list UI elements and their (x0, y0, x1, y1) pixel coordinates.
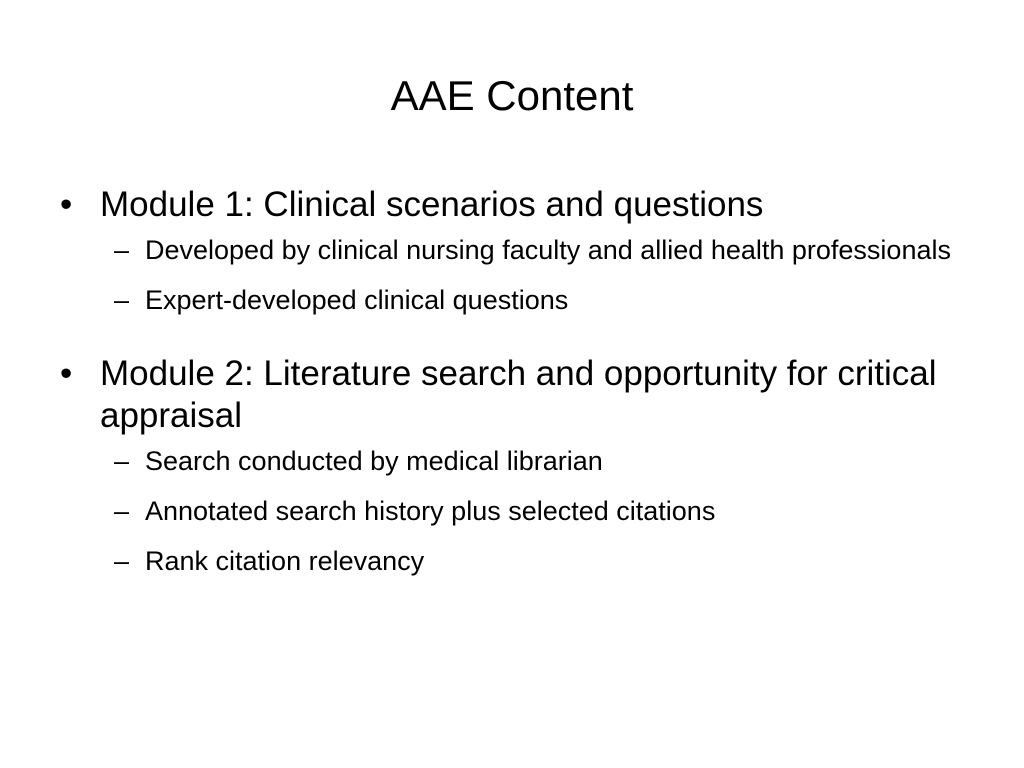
bullet-text: Module 2: Literature search and opportunity for critical appraisal (100, 354, 937, 435)
sub-bullet-list (100, 443, 980, 580)
bullet-item-module-1 (60, 184, 980, 319)
dash-marker: – (114, 235, 130, 265)
sub-bullet-text: Search conducted by medical librarian (145, 446, 603, 476)
dash-marker: – (114, 285, 130, 315)
sub-bullet-text: Rank citation relevancy (145, 546, 425, 576)
sub-bullet-text: Expert-developed clinical questions (145, 285, 569, 315)
sub-bullet-item (100, 543, 980, 580)
bullet-item-module-2 (60, 353, 980, 580)
sub-bullet-text: Developed by clinical nursing faculty and allied health professionals (145, 235, 951, 265)
slide-title: AAE Content (390, 72, 634, 119)
sub-bullet-item (100, 232, 980, 269)
sub-bullet-text: Annotated search history plus selected citations (145, 496, 716, 526)
dash-marker: – (114, 546, 130, 576)
sub-bullet-list (100, 232, 980, 319)
dash-marker: – (114, 496, 130, 526)
bullet-marker: • (60, 354, 73, 393)
sub-bullet-item (100, 493, 980, 530)
bullet-text: Module 1: Clinical scenarios and questions (100, 185, 764, 224)
bullet-marker: • (60, 185, 73, 224)
dash-marker: – (114, 446, 130, 476)
bullet-list (60, 184, 980, 593)
sub-bullet-item (100, 282, 980, 319)
sub-bullet-item (100, 443, 980, 480)
